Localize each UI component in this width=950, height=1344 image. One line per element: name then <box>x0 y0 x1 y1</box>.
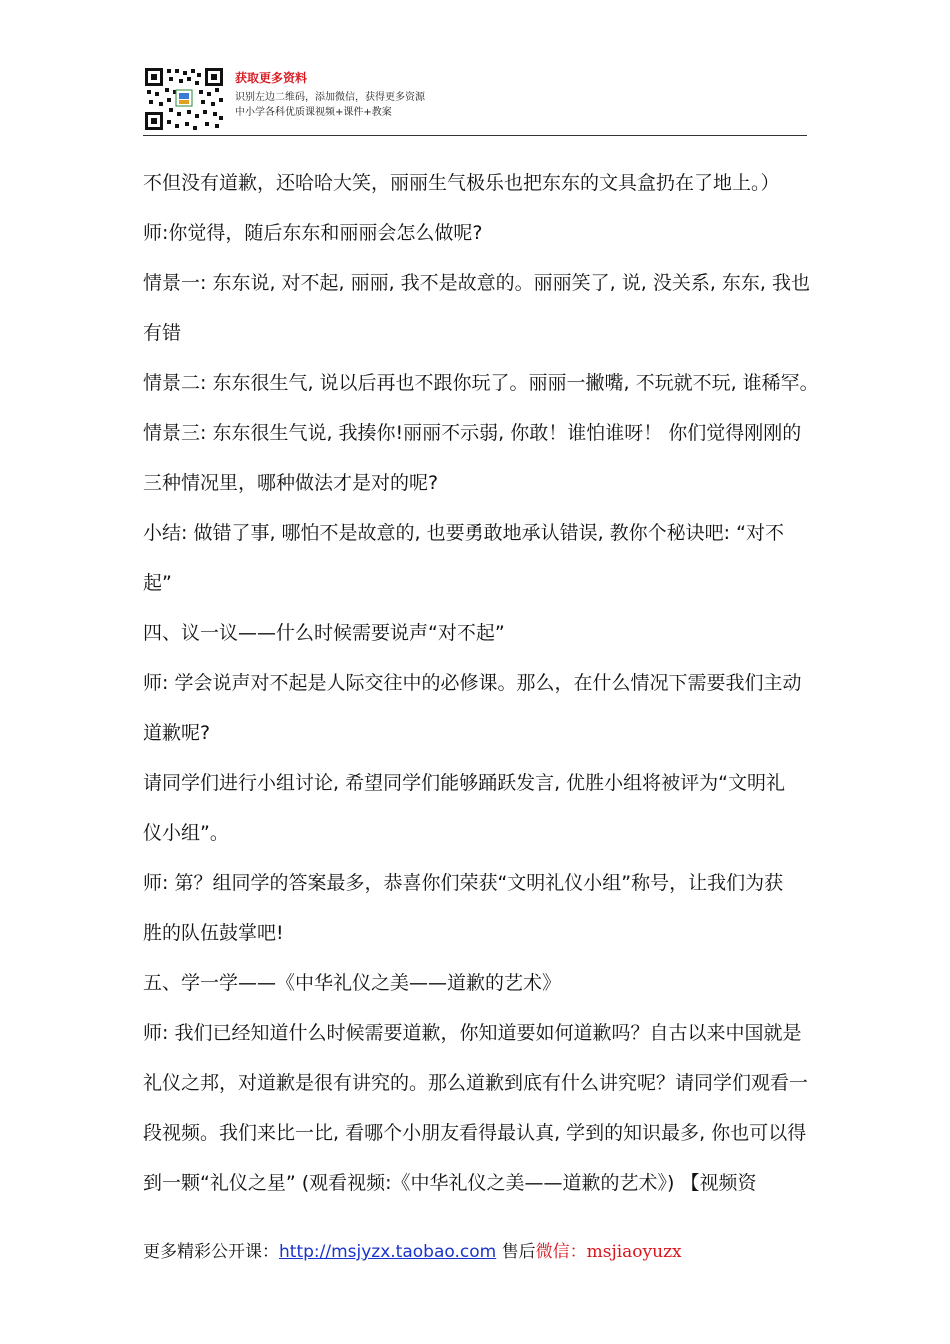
header-text-block <box>235 70 425 120</box>
body-line: 段视频。我们来比一比, 看哪个小朋友看得最认真, 学到的知识最多, 你也可以得 <box>143 1122 807 1144</box>
page-header <box>143 66 807 136</box>
body-line: 师: 第？组同学的答案最多，恭喜你们荣获“文明礼仪小组”称号，让我们为获 <box>143 872 784 894</box>
page-footer <box>143 1240 682 1264</box>
qr-code-icon <box>143 66 225 132</box>
body-line: 请同学们进行小组讨论, 希望同学们能够踊跃发言, 优胜小组将被评为“文明礼 <box>143 772 786 794</box>
body-line: 胜的队伍鼓掌吧! <box>143 922 284 944</box>
header-line-1: 识别左边二维码，添加微信，获得更多资源 <box>235 92 425 103</box>
body-line: 道歉呢? <box>143 722 211 744</box>
body-line: 仪小组”。 <box>143 822 229 844</box>
body-line: 师:你觉得，随后东东和丽丽会怎么做呢? <box>143 222 483 244</box>
body-line: 小结: 做错了事, 哪怕不是故意的, 也要勇敢地承认错误, 教你个秘诀吧: “对不 <box>143 522 784 544</box>
footer-prefix: 更多精彩公开课： <box>143 1242 279 1262</box>
body-line: 礼仪之邦，对道歉是很有讲究的。那么道歉到底有什么讲究呢？请同学们观看一 <box>143 1072 809 1094</box>
body-line: 情景二: 东东很生气, 说以后再也不跟你玩了。丽丽一撇嘴, 不玩就不玩, 谁稀罕。 <box>143 372 819 394</box>
body-line: 情景一: 东东说, 对不起, 丽丽, 我不是故意的。丽丽笑了, 说, 没关系, 东东, 我也 <box>143 272 810 294</box>
wechat-id: msjiaoyuzx <box>586 1242 682 1262</box>
header-divider <box>143 135 807 136</box>
header-line-2: 中小学各科优质课视频+课件+教案 <box>235 107 392 118</box>
body-line: 情景三: 东东很生气说, 我揍你!丽丽不示弱, 你敢！谁怕谁呀！ 你们觉得刚刚的 <box>143 422 802 444</box>
header-title: 获取更多资料 <box>235 71 308 85</box>
footer-middle: 售后 <box>496 1242 536 1262</box>
body-line: 有错 <box>143 322 182 344</box>
body-line: 起” <box>143 572 172 594</box>
section-heading: 四、议一议——什么时候需要说声“对不起” <box>143 622 505 644</box>
body-line: 不但没有道歉，还哈哈大笑，丽丽生气极乐也把东东的文具盒扔在了地上。） <box>143 172 780 194</box>
body-line: 师: 学会说声对不起是人际交往中的必修课。那么，在什么情况下需要我们主动 <box>143 672 802 694</box>
body-line: 师: 我们已经知道什么时候需要道歉，你知道要如何道歉吗？自古以来中国就是 <box>143 1022 802 1044</box>
wechat-label: 微信： <box>535 1242 587 1262</box>
body-line: 到一颗“礼仪之星” (观看视频:《中华礼仪之美——道歉的艺术》) 【视频资 <box>143 1172 757 1194</box>
document-body <box>143 158 819 1208</box>
section-heading: 五、学一学——《中华礼仪之美——道歉的艺术》 <box>143 972 562 994</box>
body-line: 三种情况里，哪种做法才是对的呢? <box>143 472 439 494</box>
shop-link[interactable]: http://msjyzx.taobao.com <box>279 1242 497 1262</box>
